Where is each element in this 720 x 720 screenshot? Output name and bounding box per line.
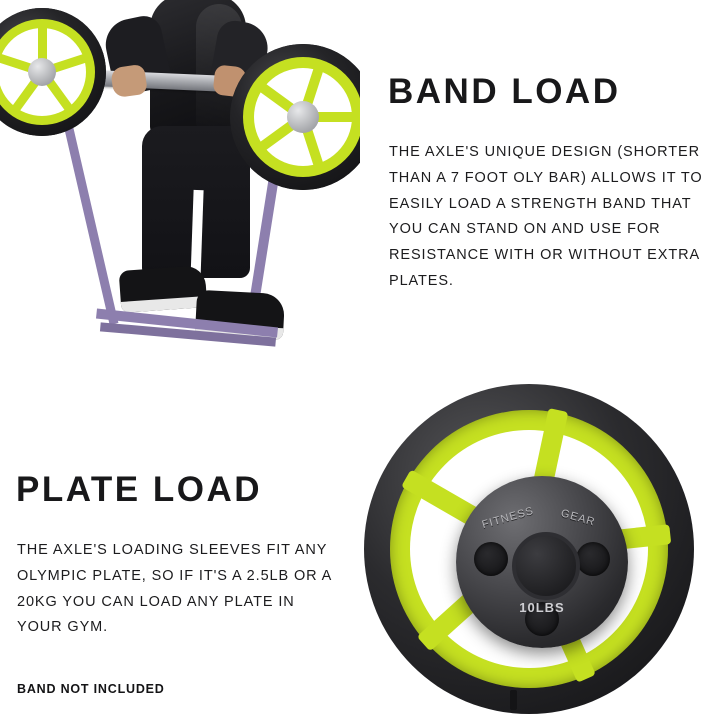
wheel-right-hub — [287, 101, 319, 133]
band-load-description: THE AXLE'S UNIQUE DESIGN (SHORTER THAN A 7 FOOT OLY BAR) ALLOWS IT TO EASILY LOAD A STRENGTH BAND THAT YOU CAN STAND ON AND USE FOR RESISTANCE WITH OR WITHOUT EXTRA PLATES. — [389, 144, 703, 289]
left-shoe-sole — [121, 296, 208, 313]
athlete-left-hand — [110, 64, 148, 98]
plate-center-hub — [512, 532, 580, 600]
tire-valve-stem — [510, 690, 517, 710]
plate-load-photo — [352, 372, 720, 720]
olympic-weight-plate — [456, 476, 628, 648]
plate-brand-left: FITNESS — [480, 504, 536, 532]
athlete-left-shoe — [119, 265, 208, 313]
wheel-left-hub — [28, 58, 56, 86]
disclaimer-text: BAND NOT INCLUDED — [17, 682, 165, 696]
band-load-photo — [0, 0, 360, 368]
axle-wheel-left — [0, 8, 106, 136]
plate-weight-label: 10LBS — [519, 600, 565, 615]
plate-brand-right: GEAR — [559, 507, 597, 529]
plate-load-heading: PLATE LOAD — [16, 470, 263, 509]
band-load-heading: BAND LOAD — [388, 72, 621, 111]
plate-grip-hole — [474, 542, 508, 576]
plate-grip-hole — [576, 542, 610, 576]
axle-wheel-closeup — [364, 384, 694, 714]
plate-load-description: THE AXLE'S LOADING SLEEVES FIT ANY OLYMPIC PLATE, SO IF IT'S A 2.5LB OR A 20KG YOU CAN LOAD ANY PLATE IN YOUR GYM. — [17, 542, 332, 636]
